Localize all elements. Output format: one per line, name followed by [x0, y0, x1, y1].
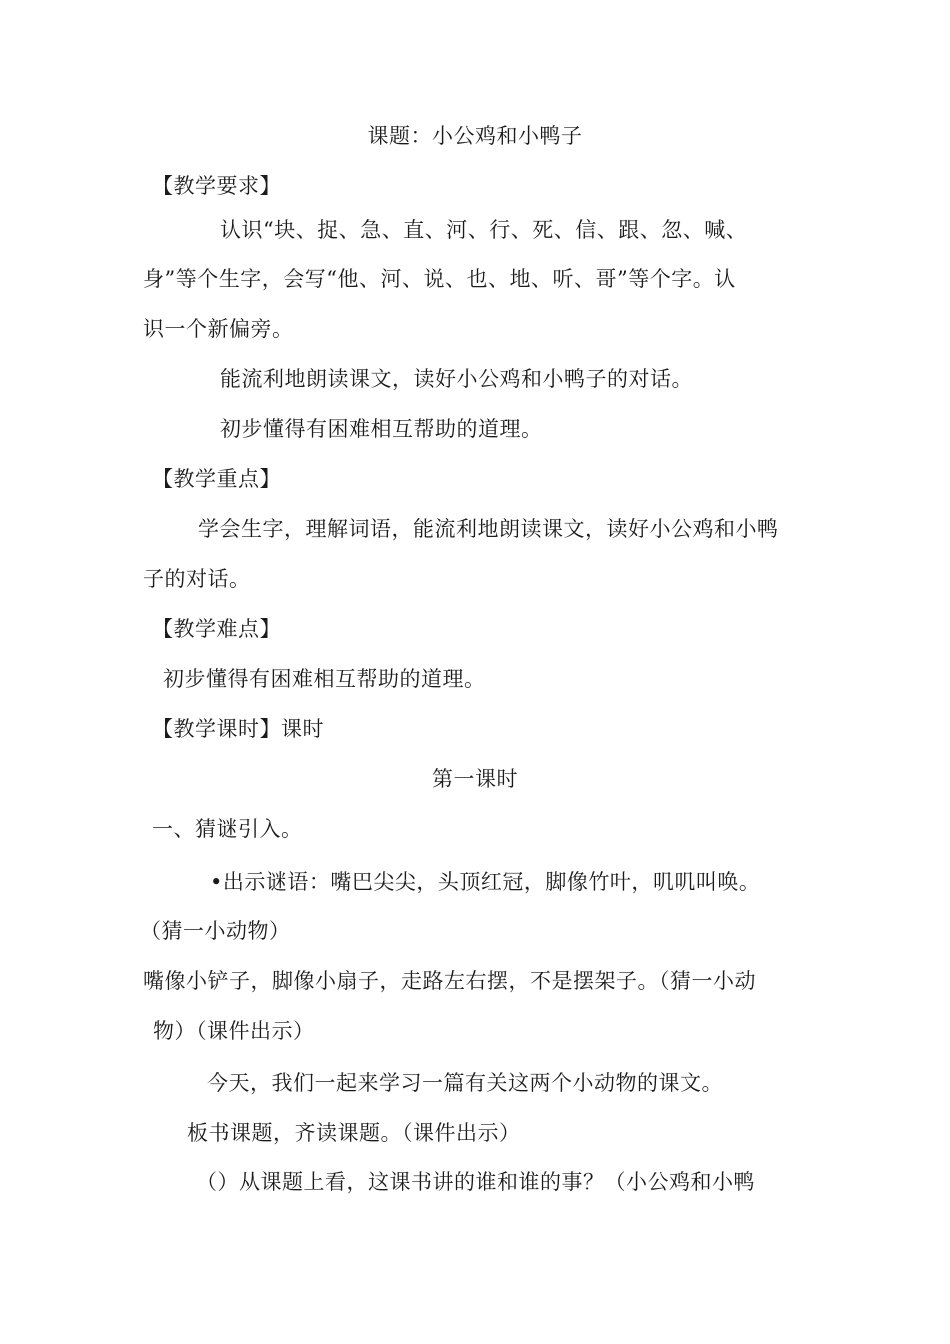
- intro-paragraph: 今天，我们一起来学习一篇有关这两个小动物的课文。: [207, 1071, 723, 1095]
- requirements-paragraph-line: 识一个新偏旁。: [143, 317, 294, 341]
- key-points-line: 学会生字，理解词语，能流利地朗读课文，读好小公鸡和小鸭: [198, 517, 779, 541]
- riddle-line: （猜一小动物）: [140, 919, 291, 943]
- riddle-line: •出示谜语：嘴巴尖尖，头顶红冠，脚像竹叶，叽叽叫唤。: [210, 870, 761, 894]
- first-period-title: 第一课时: [432, 767, 518, 791]
- board-paragraph: 板书课题，齐读课题。（课件出示）: [187, 1121, 521, 1145]
- lesson-title: 课题：小公鸡和小鸭子: [367, 124, 583, 148]
- requirements-paragraph: 初步懂得有困难相互帮助的道理。: [220, 417, 543, 441]
- question-paragraph: （）从课题上看，这课书讲的谁和谁的事？（小公鸡和小鸭: [196, 1170, 755, 1194]
- section-heading: 一、猜谜引入。: [152, 817, 303, 841]
- requirements-paragraph: 能流利地朗读课文，读好小公鸡和小鸭子的对话。: [220, 367, 693, 391]
- riddle-line: 物）（课件出示）: [153, 1019, 315, 1043]
- key-points-line: 子的对话。: [143, 567, 251, 591]
- key-points-heading: 【教学重点】: [152, 467, 281, 491]
- requirements-heading: 【教学要求】: [152, 174, 281, 198]
- riddle-line: 嘴像小铲子，脚像小扇子，走路左右摆，不是摆架子。（猜一小动: [143, 969, 756, 993]
- difficulties-text: 初步懂得有困难相互帮助的道理。: [163, 667, 486, 691]
- requirements-paragraph-line: 认识“块、捉、急、直、河、行、死、信、跟、忽、喊、: [220, 218, 748, 242]
- periods-text: 【教学课时】课时: [152, 717, 324, 741]
- difficulties-heading: 【教学难点】: [152, 617, 281, 641]
- requirements-paragraph-line: 身”等个生字，会写“他、河、说、也、地、听、哥”等个字。认: [143, 267, 736, 291]
